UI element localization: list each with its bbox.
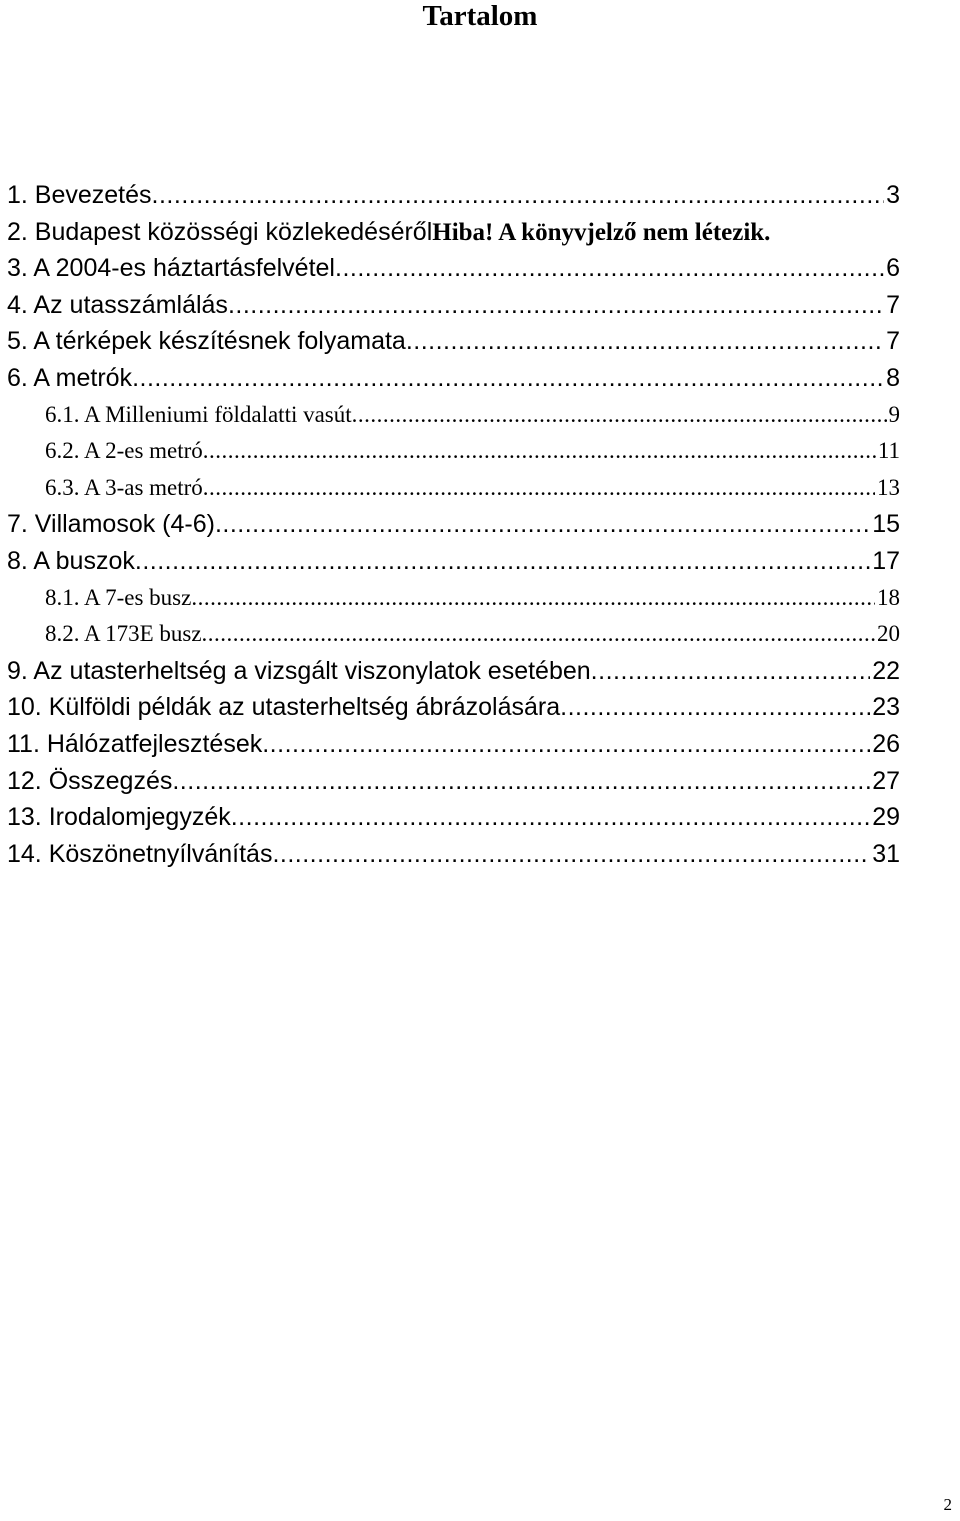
- toc-entry-label: 7. Villamosok (4-6): [7, 510, 215, 539]
- toc-entry-page: 15: [872, 510, 900, 539]
- toc-entry-page: 29: [872, 803, 900, 832]
- toc-entry-page: 20: [877, 621, 900, 647]
- toc-entry[interactable]: [7, 360, 900, 397]
- toc-subentry[interactable]: [7, 470, 900, 507]
- toc-entry-page: 7: [886, 327, 900, 356]
- toc-entry-label: 3. A 2004-es háztartásfelvétel: [7, 254, 335, 283]
- toc-entry-label: 10. Külföldi példák az utasterheltség ábrázolására: [7, 693, 561, 722]
- toc-entry-label: 5. A térképek készítésnek folyamata: [7, 327, 406, 356]
- toc-entry[interactable]: [7, 726, 900, 763]
- bookmark-error-text: Hiba! A könyvjelző nem létezik.: [432, 218, 771, 246]
- toc-entry-page: 7: [886, 290, 900, 319]
- toc-entry-with-error[interactable]: [7, 214, 900, 251]
- toc-leader-dots: [406, 323, 884, 360]
- toc-entry[interactable]: [7, 287, 900, 324]
- toc-entry-page: 23: [872, 693, 900, 722]
- toc-entry-label: 6.3. A 3-as metró: [45, 474, 203, 500]
- toc-entry-page: 31: [872, 839, 900, 868]
- toc-entry-label: 9. Az utasterheltség a vizsgált viszonylatok esetében: [7, 656, 591, 685]
- toc-leader-dots: [191, 580, 875, 617]
- toc-leader-dots: [560, 689, 870, 726]
- toc-entry-page: 6: [886, 254, 900, 283]
- toc-subentry[interactable]: [7, 397, 900, 434]
- toc-entry-page: 9: [888, 401, 900, 427]
- toc-entry-page: 22: [872, 656, 900, 685]
- toc-leader-dots: [152, 177, 885, 214]
- toc-entry-page: 17: [872, 546, 900, 575]
- toc-entry-page: 26: [872, 729, 900, 758]
- toc-subentry[interactable]: [7, 580, 900, 617]
- page-number: 2: [943, 1495, 952, 1514]
- toc-entry-page: 18: [877, 584, 900, 610]
- toc-leader-dots: [352, 397, 887, 434]
- toc-entry-page: 3: [886, 181, 900, 209]
- toc-leader-dots: [228, 287, 884, 324]
- toc-subentry[interactable]: [7, 433, 900, 470]
- toc-entry-label: 2. Budapest közösségi közlekedéséről: [7, 217, 433, 246]
- table-of-contents: [7, 177, 900, 872]
- toc-entry-label: 13. Irodalomjegyzék: [7, 803, 231, 832]
- toc-leader-dots: [132, 360, 884, 397]
- toc-entry[interactable]: [7, 653, 900, 690]
- toc-entry-page: 11: [877, 438, 900, 464]
- toc-entry-label: 1. Bevezetés: [7, 181, 152, 209]
- toc-leader-dots: [335, 250, 884, 287]
- toc-entry-page: 8: [886, 363, 900, 392]
- toc-entry-label: 6.2. A 2-es metró: [45, 438, 203, 464]
- toc-leader-dots: [172, 763, 870, 800]
- toc-entry-page: 13: [877, 474, 900, 500]
- toc-entry-label: 11. Hálózatfejlesztések: [7, 729, 263, 758]
- toc-entry[interactable]: [7, 506, 900, 543]
- toc-leader-dots: [591, 653, 871, 690]
- toc-leader-dots: [272, 836, 870, 873]
- toc-leader-dots: [262, 726, 870, 763]
- toc-entry-label: 6. A metrók: [7, 363, 133, 392]
- toc-entry-label: 6.1. A Milleniumi földalatti vasút: [45, 401, 352, 427]
- toc-entry-label: 12. Összegzés: [7, 766, 173, 795]
- toc-entry[interactable]: [7, 177, 900, 214]
- toc-entry[interactable]: [7, 323, 900, 360]
- toc-entry-label: 4. Az utasszámlálás: [7, 290, 228, 319]
- toc-leader-dots: [135, 543, 870, 580]
- toc-entry[interactable]: [7, 836, 900, 873]
- toc-leader-dots: [203, 433, 876, 470]
- toc-entry[interactable]: [7, 543, 900, 580]
- toc-entry-label: 14. Köszönetnyílvánítás: [7, 839, 273, 868]
- toc-entry-page: 27: [872, 766, 900, 795]
- page-title: Tartalom: [422, 0, 538, 32]
- toc-entry[interactable]: [7, 250, 900, 287]
- toc-leader-dots: [203, 470, 875, 507]
- toc-entry[interactable]: [7, 763, 900, 800]
- toc-leader-dots: [202, 616, 875, 653]
- toc-entry-label: 8.2. A 173E busz: [45, 621, 202, 647]
- toc-leader-dots: [215, 506, 870, 543]
- toc-subentry[interactable]: [7, 616, 900, 653]
- toc-entry[interactable]: [7, 799, 900, 836]
- toc-entry[interactable]: [7, 689, 900, 726]
- toc-leader-dots: [231, 799, 870, 836]
- toc-entry-label: 8. A buszok: [7, 546, 135, 575]
- toc-entry-label: 8.1. A 7-es busz: [45, 584, 192, 610]
